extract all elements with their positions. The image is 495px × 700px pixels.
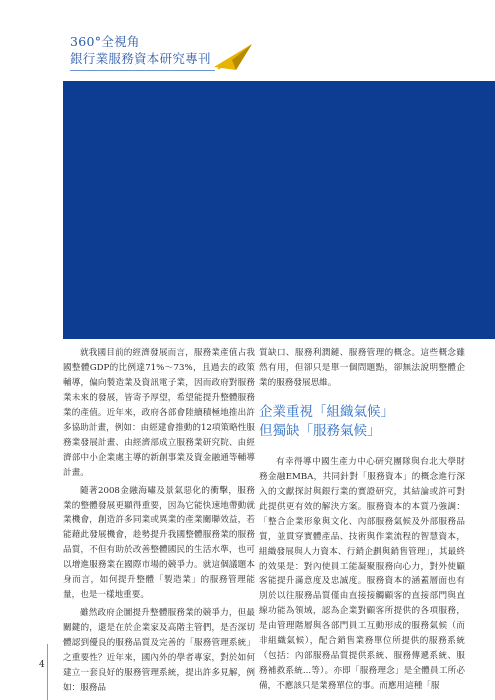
paper-plane-icon: [212, 40, 256, 74]
header-line-2: 銀行業服務資本研究專刊: [70, 51, 211, 66]
paragraph-2: 隨著2008金融海嘯及景氣惡化的衝擊，服務業的整體發展更顯得重要，因為它能快速地帶動就業機會，創造許多同業或異業的產業關聯效益，若能藉此發展機會，趁勢提升我國整體服務業的服務品質，不但有助於改善整體國民的生活水準，也可以增進服務業在國際市場的競爭力。就這個議題本身而言，如何提升整體「製造業」的服務管理能量，也是一樣地重要。: [63, 485, 255, 601]
page-number: 4: [39, 660, 45, 670]
paragraph-continuation: 質缺口、服務利潤鏈、服務管理的概念。這些概念雖然有用，但卻只是單一個問題點，卻無法說明整體企業的服務發展思維。: [259, 348, 465, 388]
header-line-1: 360°全視角: [70, 34, 140, 49]
section-heading: [259, 403, 465, 441]
cover-banner: [63, 81, 495, 339]
section-heading-line-1: 企業重視「組織氣候」: [259, 403, 394, 420]
paragraph-4: 有幸得導中國生產力中心研究團隊與台北大學財務金融EMBA，共同針對「服務資本」的概念進行深入的文獻探討與銀行業的實證研究，其結論或許可對此提供更有效的解決方案。服務資本的本質乃強調：「整合企業形象與文化、內部服務氣候及外部服務品質，並貫穿實體產品、技術與作業流程的智慧資本，組織發展與人力資本、行銷企劃與銷售管理」，其最終的效果是：對內使員工能凝聚服務向心力，對外使顧客能提升滿意度及忠誠度。服務資本的涵蓋層面也有別於以往服務品質僅由直接接觸顧客的直接部門與直線功能為領域，認為企業對顧客所提供的各項服務，是由管理階層與各部門員工互動形成的服務氣候（而非組織氣候），配合銷售業務單位所提供的服務系統（包括：內部服務品質提供系統、服務傳遞系統、服務補救系統...等）。亦即「服務理念」是全體員工所必備，不應該只是業務單位的事。而應用這種「服: [259, 456, 465, 692]
section-heading-line-2: 但獨缺「服務氣候」: [259, 422, 381, 439]
paragraph-3: 雖然政府企圖提升整體服務業的競爭力，但最關鍵的，還是在於企業家及高階主管們，是否深切體認到優良的服務品質及完善的「服務管理系統」之重要性？近年來，國內外的學者專家，對於如何建立一套良好的服務管理系統，提出許多見解，例如：服務品: [63, 608, 255, 693]
left-column: [63, 346, 255, 696]
paragraph-1: 就我國目前的經濟發展而言，服務業產值占我國整體GDP的比例達71%～73%，且過去的政策輔導，偏向製造業及資訊電子業，因而政府對服務業未來的發展，皆寄予厚望，希望能提升整體服務業的產值。近年來，政府各部會陸續積極地推出許多協助計畫，例如：由經建會推動的12項策略性服務業發展計畫、由經濟部成立服務業研究院、由經濟部中小企業處主導的新創事業及資金融通等輔導計畫。: [63, 348, 255, 478]
header-rule: [70, 70, 215, 71]
right-column: [259, 346, 465, 694]
footer-rule: [47, 644, 48, 700]
